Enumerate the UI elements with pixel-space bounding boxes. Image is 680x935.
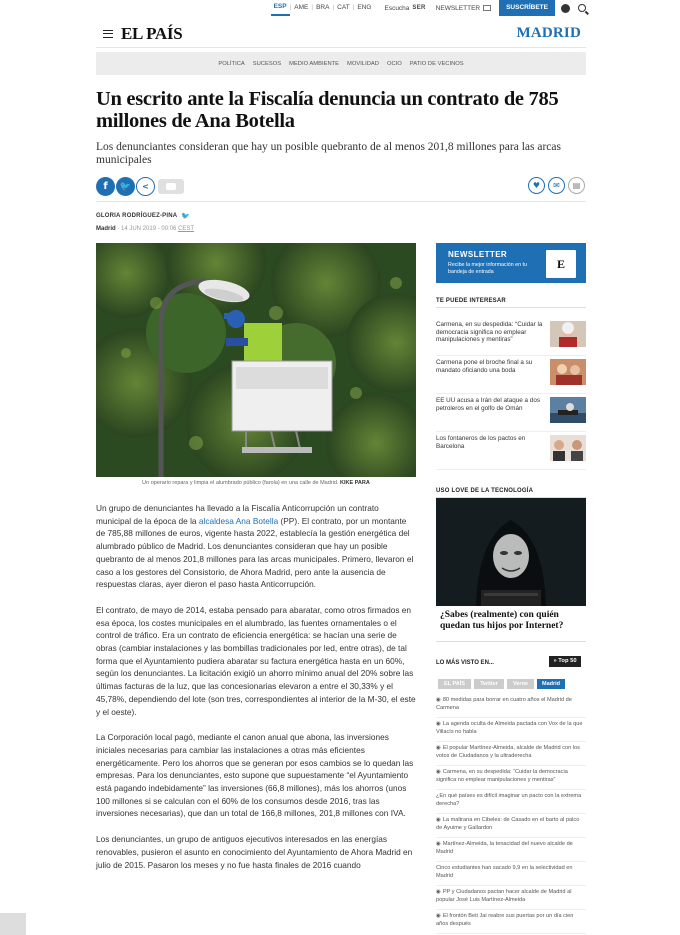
- share-icon[interactable]: <: [136, 177, 155, 196]
- newsletter-link[interactable]: NEWSLETTER: [436, 5, 491, 12]
- nav-item-movilidad[interactable]: MOVILIDAD: [347, 60, 379, 67]
- subscribe-button[interactable]: SUSCRÍBETE: [499, 0, 555, 16]
- edition-ame[interactable]: AME: [294, 4, 309, 11]
- article-body: [96, 502, 416, 884]
- list-item[interactable]: ◉ Martínez-Almeida, la tenacidad del nuevo alcalde de Madrid: [436, 838, 586, 862]
- tab-madrid[interactable]: Madrid: [537, 679, 565, 689]
- top50-button[interactable]: » Top 50: [549, 656, 581, 667]
- utility-bar: [96, 0, 586, 16]
- nav-item-medio-ambiente[interactable]: MEDIO AMBIENTE: [289, 60, 340, 67]
- newsletter-envelope-icon: E: [546, 250, 576, 278]
- list-item[interactable]: Los fontaneros de los pactos en Barcelona: [436, 432, 586, 470]
- print-icon[interactable]: ▤: [568, 177, 585, 194]
- edition-selector: ESP | AME | BRA | CAT | ENG: [271, 0, 375, 16]
- most-viewed-tabs: [438, 679, 565, 689]
- thumbnail-image: [550, 435, 586, 461]
- dateline: [96, 226, 194, 232]
- list-item[interactable]: ◉ El popular Martínez-Almeida, alcalde de Madrid con los votos de Ciudadanos y la ultraderecha: [436, 742, 586, 766]
- tab-el-pais[interactable]: EL PAÍS: [438, 679, 471, 689]
- play-icon: ◉: [436, 697, 441, 703]
- share-bar: [96, 177, 586, 197]
- list-item[interactable]: Carmena, en su despedida: “Cuidar la democracia significa no emplear manipulaciones y mentiras”: [436, 318, 586, 356]
- timezone: CEST: [178, 226, 195, 232]
- newsletter-banner[interactable]: [436, 243, 586, 283]
- section-title[interactable]: MADRID: [516, 25, 581, 41]
- edition-bra[interactable]: BRA: [316, 4, 330, 11]
- facebook-icon[interactable]: f: [96, 177, 115, 196]
- nav-item-politica[interactable]: POLÍTICA: [218, 60, 245, 67]
- interest-heading: TE PUEDE INTERESAR: [436, 298, 586, 308]
- list-item[interactable]: Carmena pone el broche final a su mandato oficiando una boda: [436, 356, 586, 394]
- byline: [96, 212, 190, 220]
- article-headline: Un escrito ante la Fiscalía denuncia un contrato de 785 millones de Ana Botella: [96, 88, 559, 132]
- list-item[interactable]: ◉ PP y Ciudadanos pactan hacer alcalde de Madrid al popular José Luis Martínez-Almeida: [436, 886, 586, 910]
- divider: [96, 201, 586, 202]
- play-icon: ◉: [436, 913, 441, 919]
- divider: [436, 641, 586, 642]
- thumbnail-image: [550, 397, 586, 423]
- escucha-link[interactable]: Escucha SER: [384, 4, 426, 12]
- paragraph: Un grupo de denunciantes ha llevado a la Fiscalía Anticorrupción un contrato municipal de la época de la alcaldesa Ana Botella (PP). El contrato, por un montante de 785,88 millones de euros, vigente hasta 2022, establecía la gestión energética del alumbrado público de Madrid. Los denunciantes consideran que hay un posible quebranto de al menos 201,8 millones para las arcas municipales. Primero, llevaron el caso a los gestores del Consistorio, de Ahora Madrid, pero ante la ausencia de respuestas claras, ayer dieron el paso hasta Anticorrupción.: [96, 503, 414, 590]
- masthead: [96, 20, 586, 48]
- nav-item-ocio[interactable]: OCIO: [386, 60, 402, 67]
- list-item[interactable]: EE UU acusa a Irán del ataque a dos petroleros en el golfo de Omán: [436, 394, 586, 432]
- edition-eng[interactable]: ENG: [357, 4, 372, 11]
- menu-icon[interactable]: [103, 30, 113, 38]
- section-nav: [96, 52, 586, 75]
- envelope-icon: [483, 5, 491, 11]
- play-icon: ◉: [436, 769, 441, 775]
- newsletter-title: NEWSLETTER: [448, 250, 508, 259]
- paragraph: Los denunciantes, un grupo de antiguos ejecutivos interesados en las energías renovables, pusieron el asunto en conocimiento del Ayuntamiento de Ahora Madrid en julio de 2015. Pasaron los meses y no fue hasta finales de 2016 cuando: [96, 834, 413, 870]
- streetlight-worker-image: [96, 243, 416, 477]
- hooded-person-image: [436, 498, 586, 606]
- article-photo: [96, 243, 416, 477]
- interest-list: [436, 318, 586, 470]
- email-icon[interactable]: ✉: [548, 177, 565, 194]
- promo-image[interactable]: [436, 498, 586, 606]
- play-icon: ◉: [436, 841, 441, 847]
- newsletter-subtitle: Recibe la mejor información en tu bandeja de entrada: [448, 262, 527, 275]
- search-icon[interactable]: [578, 4, 586, 12]
- promo-title[interactable]: ¿Sabes (realmente) con quién quedan tus hijos por Internet?: [440, 610, 564, 631]
- author-name[interactable]: GLORIA RODRÍGUEZ-PINA: [96, 213, 178, 219]
- play-icon: ◉: [436, 745, 441, 751]
- user-icon[interactable]: [561, 4, 570, 13]
- most-viewed-heading: LO MÁS VISTO EN...: [436, 660, 494, 666]
- link-ana-botella[interactable]: alcaldesa Ana Botella: [198, 515, 279, 526]
- most-viewed-list: [436, 694, 586, 934]
- tab-twitter[interactable]: Twitter: [474, 679, 504, 689]
- edition-cat[interactable]: CAT: [337, 4, 350, 11]
- location: Madrid: [96, 226, 116, 232]
- list-item[interactable]: ◉ La maltrana en Cibeles: de Casado en el barto al palco de Ayuime y Gallardon: [436, 814, 586, 838]
- comment-icon: [166, 183, 176, 190]
- tab-verne[interactable]: Verne: [507, 679, 534, 689]
- article-subheadline: Los denunciantes consideran que hay un posible quebranto de al menos 201,8 millones para las arcas municipales: [96, 141, 561, 166]
- publish-date: · 14 JUN 2019 - 00:06: [117, 226, 177, 232]
- scroll-corner: [0, 913, 26, 935]
- list-item[interactable]: ◉ 80 medidas para borrar en cuatro años el Madrid de Carmena: [436, 694, 586, 718]
- list-item[interactable]: ◉ Carmena, en su despedida: “Cuidar la democracia significa no emplear manipulaciones y mentiras”: [436, 766, 586, 790]
- photo-caption: Un operario repara y limpia el alumbrado público (farola) en una calle de Madrid. KIKE PARA: [142, 480, 370, 486]
- list-item[interactable]: ◉ El frontón Beti Jai reabre sus puertas por un día cien años después: [436, 910, 586, 934]
- list-item[interactable]: ◉ La agenda oculta de Almeida pactada con Vox de la que Villacís no habla: [436, 718, 586, 742]
- promo-heading: USO LOVE DE LA TECNOLOGÍA: [436, 488, 586, 498]
- list-item[interactable]: Cinco estudiantes han sacado 9,9 en la selectividad en Madrid: [436, 862, 586, 886]
- play-icon: ◉: [436, 817, 441, 823]
- edition-esp[interactable]: ESP: [271, 0, 290, 16]
- paragraph: La Corporación local pagó, mediante el canon anual que abona, las inversiones iniciales necesarias para cambiar las instalaciones a otras más eficientes energéticamente. Pero los ahorros que se generan por esos cambios se lo quedan las empresas. Para los denunciantes, esto supone que supuestamente “el Ayuntamiento está pagando indebidamente” las inversiones (66,8 millones), más los ahorros (unos 100 millones si se calculan con el 60% de los consumos desde 2016, tras las inversiones necesarias), que dan un total de 166,8 millones, 201,8 millones con IVA.: [96, 732, 414, 819]
- nav-item-sucesos[interactable]: SUCESOS: [252, 60, 282, 67]
- list-item[interactable]: ¿En qué países es difícil imaginar un pacto con la extrema derecha?: [436, 790, 586, 814]
- play-icon: ◉: [436, 721, 441, 727]
- heart-icon[interactable]: ♥: [528, 177, 545, 194]
- nav-item-patio-de-vecinos[interactable]: PATIO DE VECINOS: [409, 60, 464, 67]
- ser-logo: SER: [412, 5, 426, 11]
- paragraph: El contrato, de mayo de 2014, estaba pensado para abaratar, como otros firmados en esa época, los costes municipales en el alumbrado, las fuentes ornamentales o el control de tráfico. Era un contrato de eficiencia energética: se hacían una serie de obras (cambiar instalaciones y las bombillas tradicionales por led, entre otras), de tal forma que el Ayuntamiento pudiera abaratar su factura energética hasta en un 60%, según los denunciantes. La licitación exigió un ahorro mínimo anual del 20% sobre las últimas facturas de la luz, que las concesionarias elevaron a entre el 30,33% y el 45,78%, dependiendo del lote (son tres, correspondientes al interior de la M-30, el este y el oeste).: [96, 604, 416, 717]
- site-logo[interactable]: EL PAÍS: [121, 23, 183, 43]
- photo-credit: KIKE PARA: [339, 480, 370, 486]
- thumbnail-image: [550, 321, 586, 347]
- twitter-icon[interactable]: 🐦: [116, 177, 135, 196]
- author-twitter-icon[interactable]: 🐦: [181, 212, 191, 220]
- play-icon: ◉: [436, 889, 441, 895]
- thumbnail-image: [550, 359, 586, 385]
- comments-button[interactable]: [158, 179, 184, 194]
